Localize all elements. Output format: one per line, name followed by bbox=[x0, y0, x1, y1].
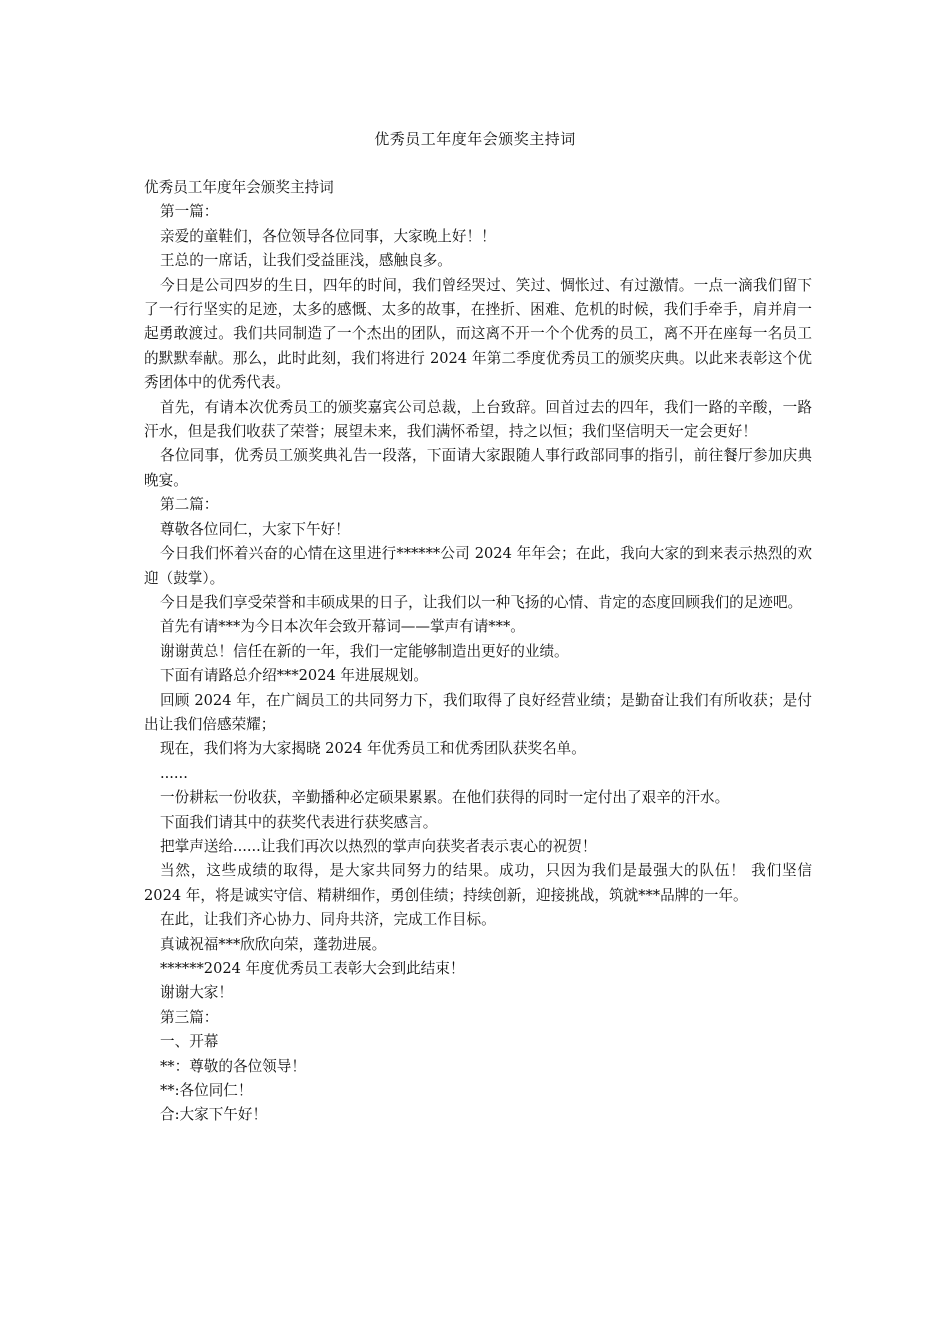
paragraph: 在此，让我们齐心协力、同舟共济，完成工作目标。 bbox=[160, 911, 496, 929]
paragraph: **：尊敬的各位领导！ bbox=[160, 1057, 306, 1075]
paragraph: 下面我们请其中的获奖代表进行获奖感言。 bbox=[160, 813, 438, 831]
paragraph: 尊敬各位同仁，大家下午好！ bbox=[160, 520, 350, 538]
document-subtitle: 优秀员工年度年会颁奖主持词 bbox=[144, 179, 334, 196]
paragraph: 今日是公司四岁的生日，四年的时间，我们曾经哭过、笑过、惆怅过、有过激情。一点一滴我们留下了一行行坚实的足迹，太多的感慨、太多的故事，在挫折、困难、危机的时候，我们手牵手，肩并肩一起勇敢渡过。我们共同制造了一个杰出的团队，而这离不开一个个优秀的员工，离不开在座每一名员工的默默奉献。那么，此时此刻，我们将进行 2024 年第二季度优秀员工的颁奖庆典。以此来表彰这个优秀团体中的优秀代表。 bbox=[144, 276, 812, 392]
paragraph: 第三篇： bbox=[160, 1008, 219, 1026]
paragraph: 一、开幕 bbox=[160, 1033, 219, 1051]
paragraph: **:各位同仁！ bbox=[160, 1082, 253, 1100]
document-body bbox=[144, 176, 812, 1128]
paragraph: 现在，我们将为大家揭晓 2024 年优秀员工和优秀团队获奖名单。 bbox=[160, 740, 586, 758]
paragraph: 当然，这些成绩的取得，是大家共同努力的结果。成功，只因为我们是最强大的队伍！ 我们坚信 2024 年，将是诚实守信、精耕细作，勇创佳绩；持续创新，迎接挑战，筑就***品牌的一年。 bbox=[144, 862, 812, 904]
paragraph: 下面有请路总介绍***2024 年进展规划。 bbox=[160, 667, 428, 685]
paragraph: 一份耕耘一份收获，辛勤播种必定硕果累累。在他们获得的同时一定付出了艰辛的汗水。 bbox=[160, 789, 730, 807]
paragraph: ...... bbox=[160, 764, 188, 782]
paragraph: 第一篇： bbox=[160, 203, 219, 221]
paragraph: 亲爱的童鞋们，各位领导各位同事，大家晚上好！！ bbox=[160, 227, 496, 245]
paragraph: 把掌声送给......让我们再次以热烈的掌声向获奖者表示衷心的祝贺！ bbox=[160, 837, 597, 855]
paragraph: 合:大家下午好！ bbox=[160, 1106, 268, 1124]
paragraph: 真诚祝福***欣欣向荣，蓬勃进展。 bbox=[160, 935, 387, 953]
paragraph: 第二篇： bbox=[160, 496, 219, 514]
paragraph: 谢谢黄总！信任在新的一年，我们一定能够制造出更好的业绩。 bbox=[160, 642, 569, 660]
paragraph: 回顾 2024 年，在广阔员工的共同努力下，我们取得了良好经营业绩；是勤奋让我们有所收获；是付出让我们倍感荣耀； bbox=[144, 691, 812, 733]
document-title: 优秀员工年度年会颁奖主持词 bbox=[374, 130, 576, 148]
paragraph: 今日我们怀着兴奋的心情在这里进行******公司 2024 年年会；在此，我向大家的到来表示热烈的欢迎（鼓掌）。 bbox=[144, 545, 812, 587]
paragraph: 首先有请***为今日本次年会致开幕词——掌声有请***。 bbox=[160, 618, 525, 636]
paragraph: ******2024 年度优秀员工表彰大会到此结束！ bbox=[160, 960, 465, 977]
paragraph: 今日是我们享受荣誉和丰硕成果的日子，让我们以一种飞扬的心情、肯定的态度回顾我们的足迹吧。 bbox=[160, 593, 803, 611]
paragraph: 首先，有请本次优秀员工的颁奖嘉宾公司总裁，上台致辞。回首过去的四年，我们一路的辛酸，一路汗水，但是我们收获了荣誉；展望未来，我们满怀希望，持之以恒；我们坚信明天一定会更好！ bbox=[144, 398, 812, 441]
paragraph: 各位同事，优秀员工颁奖典礼告一段落，下面请大家跟随人事行政部同事的指引，前往餐厅参加庆典晚宴。 bbox=[144, 447, 812, 489]
paragraph: 谢谢大家！ bbox=[160, 984, 233, 1002]
paragraph: 王总的一席话，让我们受益匪浅，感触良多。 bbox=[160, 252, 452, 270]
